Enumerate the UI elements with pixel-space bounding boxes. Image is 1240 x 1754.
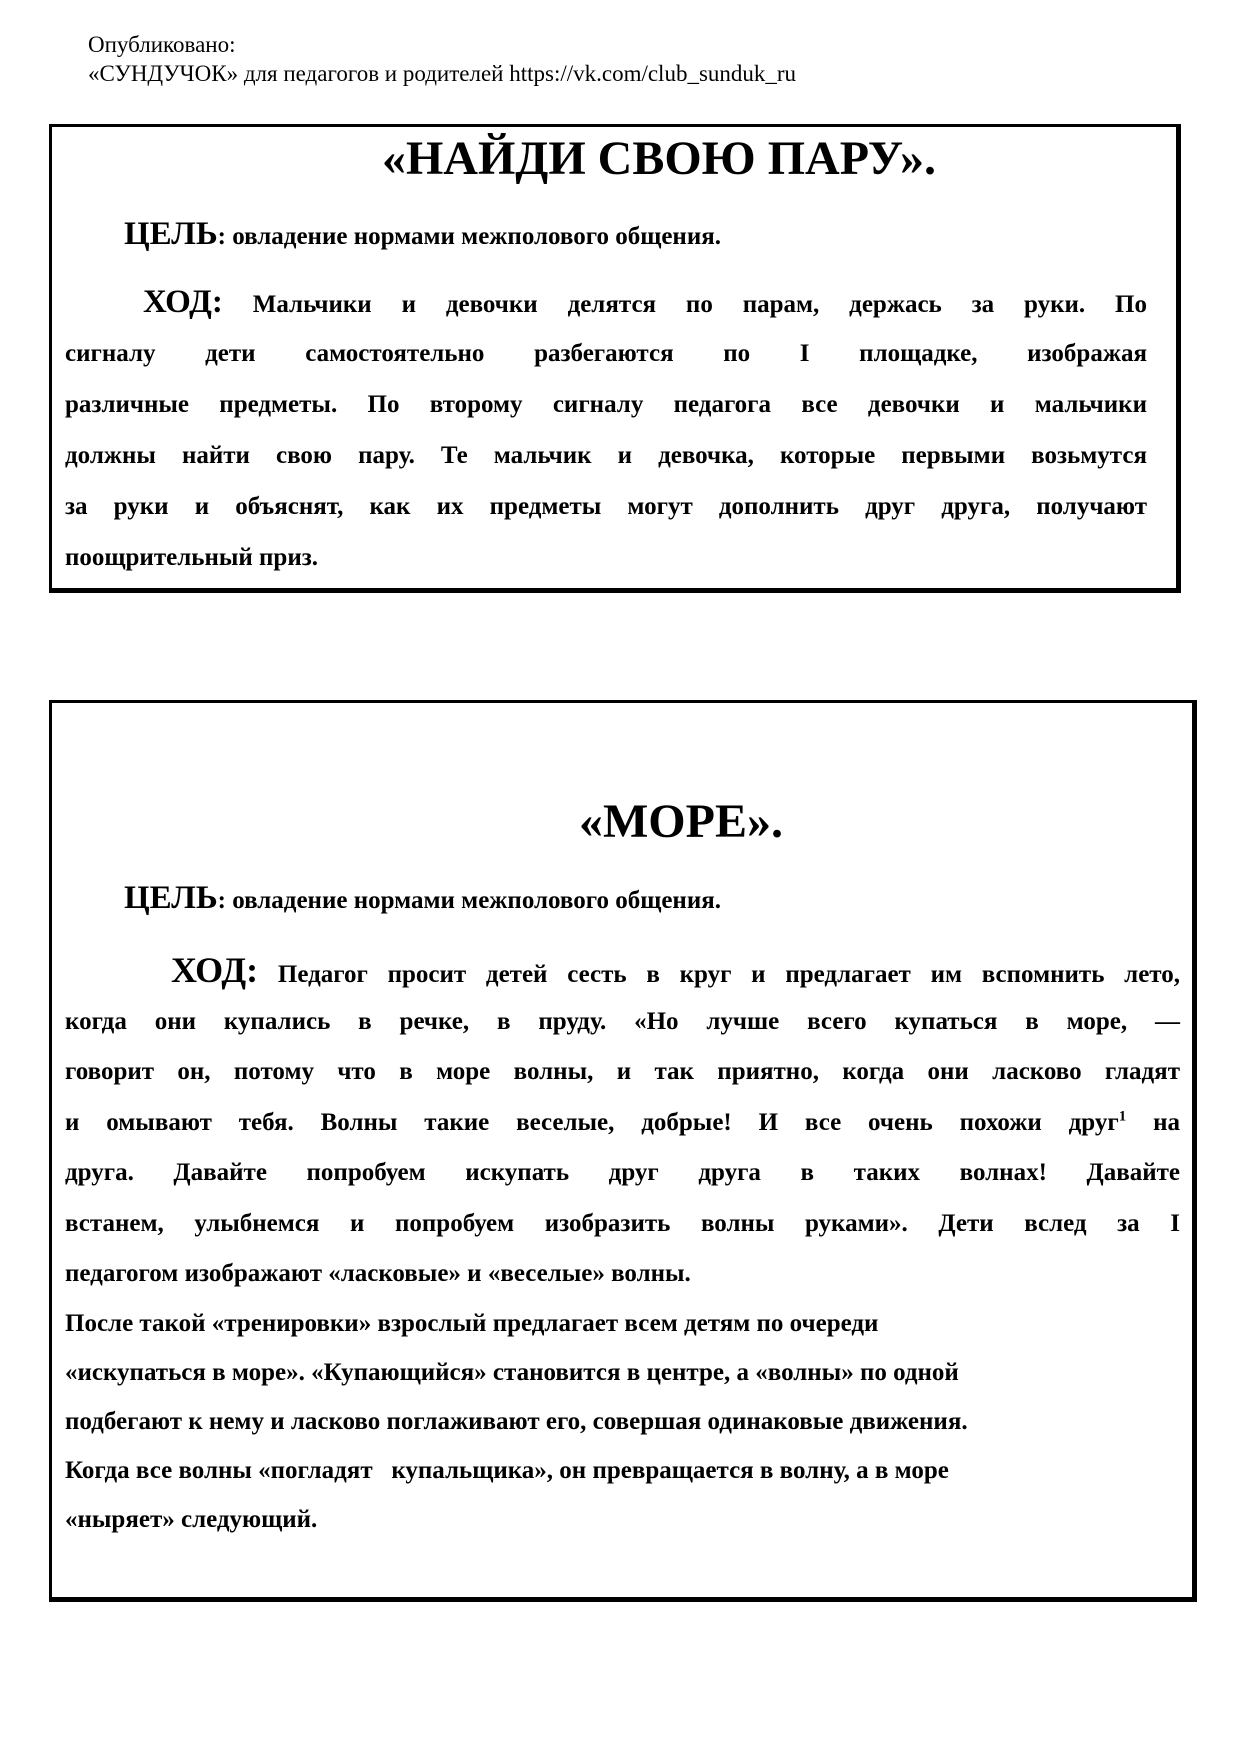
description-line: «ныряет» следующий. (65, 1506, 318, 1533)
footnote-mark: 1 (1118, 1108, 1127, 1125)
goal-label: ЦЕЛЬ (124, 216, 218, 252)
description-line: ХОД: Мальчики и девочки делятся по парам, держась за руки. По (143, 284, 1147, 320)
goal-text: : овладение нормами межполового общения. (217, 223, 722, 250)
description-line: встанем, улыбнемся и попробуем изобразить волны руками». Дети вслед за I (65, 1209, 1180, 1237)
goal-label: ЦЕЛЬ (124, 880, 218, 916)
description-line: должны найти свою пару. Те мальчик и девочка, которые первыми возьмутся (65, 442, 1147, 469)
move-label: ХОД: (171, 950, 259, 990)
publication-note (88, 30, 796, 88)
publication-line-1: Опубликовано: (88, 32, 236, 57)
game-card-sea (49, 700, 1197, 1602)
description-line: поощрительный приз. (65, 544, 319, 571)
move-label: ХОД: (143, 284, 223, 320)
game-description (65, 945, 1180, 1544)
description-line: различные предметы. По второму сигналу педагога все девочки и мальчики (65, 391, 1147, 418)
game-goal (124, 217, 721, 254)
game-title: «НАЙДИ СВОЮ ПАРУ». (381, 132, 937, 185)
description-line: друга. Давайте попробуем искупать друг друга в таких волнах! Давайте (65, 1159, 1180, 1186)
description-line: и омывают тебя. Волны такие веселые, добрые! И все очень похожи друг$^1$ на (65, 1108, 1180, 1136)
goal-text: : овладение нормами межполового общения. (217, 887, 722, 914)
description-line: После такой «тренировки» взрослый предлагает всем детям по очереди (65, 1310, 879, 1337)
description-line: Когда все волны «погладят купальщика», он превращается в волну, а в море (65, 1457, 949, 1484)
description-line: ХОД: Педагог просит детей сесть в круг и предлагает им вспомнить лето, (171, 950, 1180, 990)
description-line: подбегают к нему и ласково поглаживают его, совершая одинаковые движения. (65, 1408, 968, 1435)
game-goal (124, 881, 721, 918)
game-description (65, 277, 1147, 583)
description-line: говорит он, потому что в море волны, и так приятно, когда они ласково гладят (65, 1058, 1180, 1085)
description-line: за руки и объяснят, как их предметы могут дополнить друг друга, получают (65, 493, 1147, 520)
description-line: педагогом изображают «ласковые» и «веселые» волны. (65, 1260, 691, 1287)
publication-line-2: «СУНДУЧОК» для педагогов и родителей https://vk.com/club_sunduk_ru (88, 61, 797, 86)
game-title: «МОРЕ». (579, 795, 783, 848)
description-line: «искупаться в море». «Купающийся» становится в центре, а «волны» по одной (65, 1359, 959, 1386)
description-line: сигналу дети самостоятельно разбегаются по I площадке, изображая (65, 340, 1147, 367)
game-card-find-pair (49, 124, 1181, 593)
description-line: когда они купались в речке, в пруду. «Но лучше всего купаться в море, — (65, 1007, 1180, 1035)
